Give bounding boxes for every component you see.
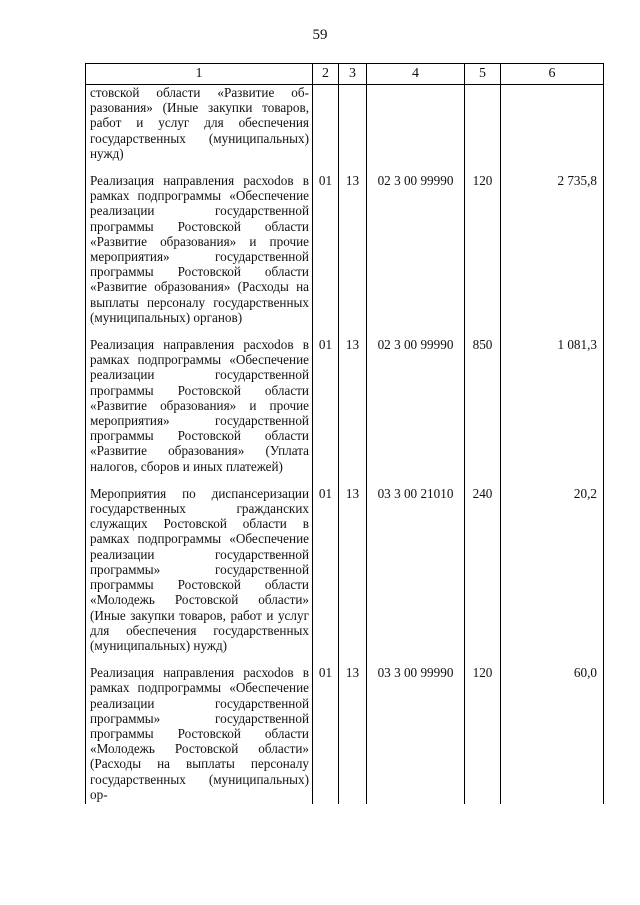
budget-table [85,63,604,804]
table-header-row [86,64,604,85]
amount [501,85,604,170]
expense-type-code [465,85,501,170]
expense-description: стовской области «Развитие образования» (Иные закупки товаров, работ и услуг для обеспечения государственных (муниципальных) нужд) [86,85,313,170]
amount: 60,0 [501,661,604,804]
subsection-code: 13 [339,333,367,482]
target-article-code: 03 3 00 21010 [367,482,465,661]
target-article-code [367,85,465,170]
section-code: 01 [313,333,339,482]
table-row [86,169,604,333]
expense-type-code: 120 [465,661,501,804]
expense-description: Мероприятия по диспансеризации государственных гражданских служащих Ростовской области в рамках подпрограммы «Обеспечение реализации государственной программы» государственной программы Ростовской области «Молодежь Ростовской области» (Иные закупки товаров, работ и услуг для обеспечения государственных (муниципальных) нужд) [86,482,313,661]
column-header: 5 [465,64,501,85]
page-number: 59 [312,27,328,43]
table-row [86,85,604,170]
target-article-code: 02 3 00 99990 [367,333,465,482]
target-article-code: 02 3 00 99990 [367,169,465,333]
subsection-code: 13 [339,169,367,333]
expense-description: Реализация направления расхоdов в рамках подпрограммы «Обеспечение реализации государственной программы Ростовской области «Развитие образования» и прочие мероприятия» государственной программы Ростовской области «Развитие образования» (Уплата налогов, сборов и иных платежей) [86,333,313,482]
subsection-code: 13 [339,661,367,804]
table-row [86,333,604,482]
section-code: 01 [313,482,339,661]
subsection-code: 13 [339,482,367,661]
table-row [86,482,604,661]
expense-type-code: 120 [465,169,501,333]
amount: 20,2 [501,482,604,661]
expense-type-code: 240 [465,482,501,661]
expense-type-code: 850 [465,333,501,482]
column-header: 4 [367,64,465,85]
amount: 2 735,8 [501,169,604,333]
column-header: 2 [313,64,339,85]
section-code [313,85,339,170]
table-row [86,661,604,804]
amount: 1 081,3 [501,333,604,482]
expense-description: Реализация направления расхоdов в рамках подпрограммы «Обеспечение реализации государственной программы Ростовской области «Развитие образования» и прочие мероприятия» государственной программы Ростовской области «Развитие образования» (Расходы на выплаты персоналу государственных (муниципальных) органов) [86,169,313,333]
subsection-code [339,85,367,170]
column-header: 1 [86,64,313,85]
expense-description: Реализация направления расхоdов в рамках подпрограммы «Обеспечение реализации государственной программы» государственной программы Ростовской области «Молодежь Ростовской области» (Расходы на выплаты персоналу государственных (муниципальных) ор- [86,661,313,804]
target-article-code: 03 3 00 99990 [367,661,465,804]
section-code: 01 [313,169,339,333]
column-header: 3 [339,64,367,85]
section-code: 01 [313,661,339,804]
column-header: 6 [501,64,604,85]
